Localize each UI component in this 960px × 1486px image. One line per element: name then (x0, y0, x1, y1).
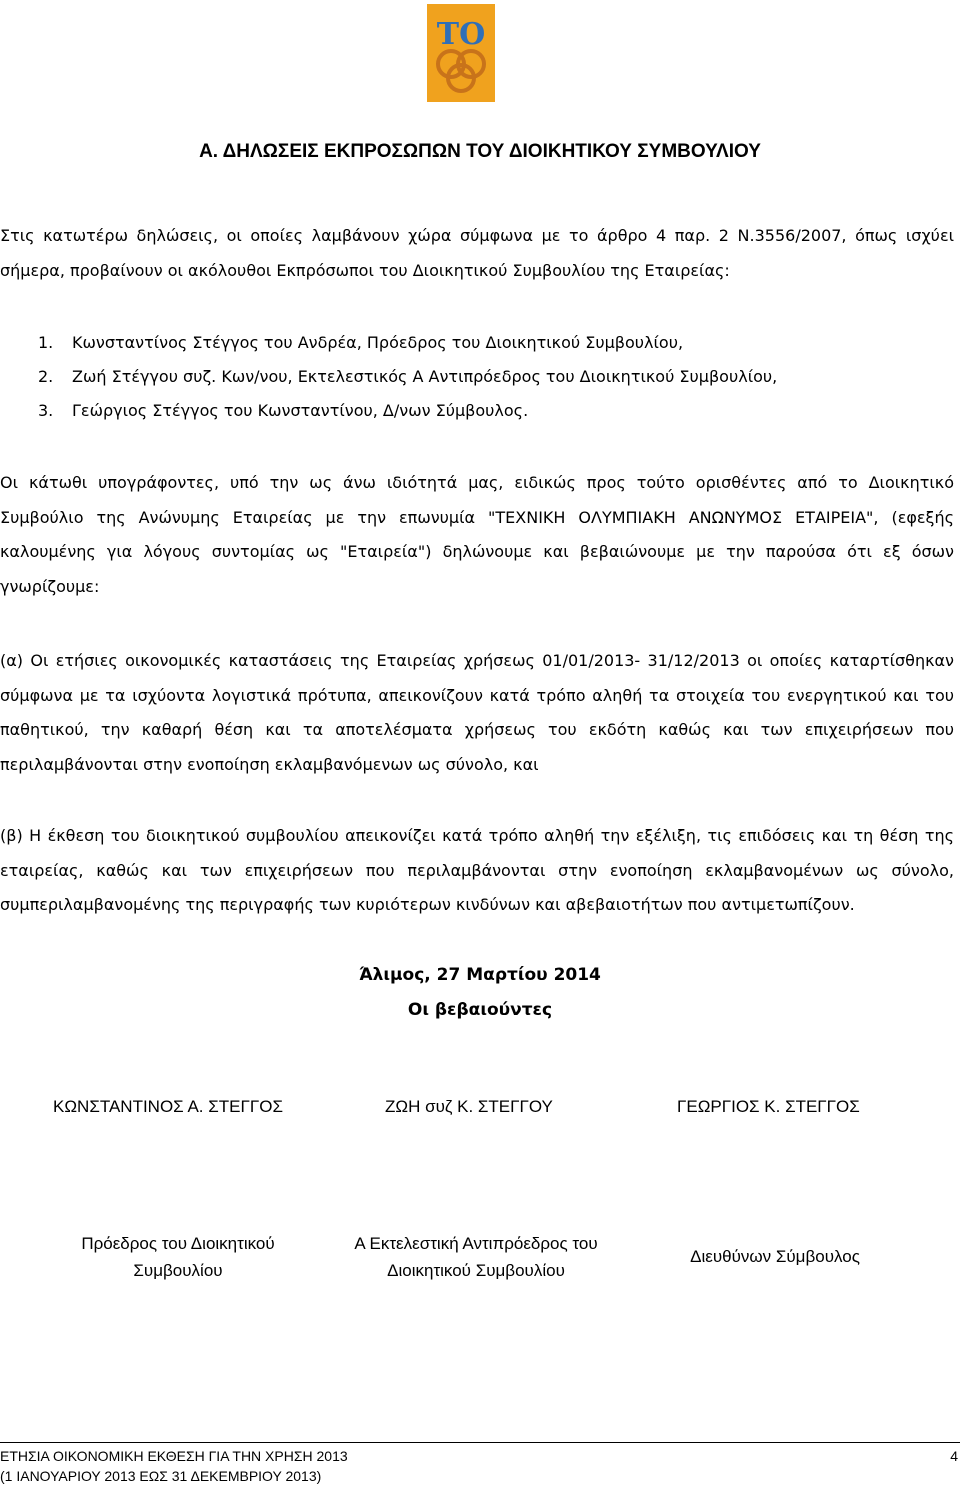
point-a-paragraph: (α) Οι ετήσιες οικονομικές καταστάσεις της Εταιρείας χρήσεως 01/01/2013- 31/12/2013 οι οποίες καταρτίσθηκαν σύμφωνα με τα ισχύοντα λογιστικά πρότυπα, απεικονίζουν κατά τρόπο αληθή τα στοιχεία του ενεργητικού και του παθητικού, την καθαρή θέση και τα αποτελέσματα χρήσεως του εκδότη καθώς και των επιχειρήσεων που περιλαμβάνονται στην ενοποίηση εκλαμβανόμενων ως σύνολο, και (0, 651, 954, 774)
footer-period: (1 ΙΑΝΟΥΑΡΙΟΥ 2013 ΕΩΣ 31 ΔΕΚΕΜΒΡΙΟΥ 2013) (0, 1468, 322, 1484)
company-logo (427, 4, 495, 102)
list-item (38, 360, 777, 394)
place-date: Άλιμος, 27 Μαρτίου 2014 (359, 965, 601, 985)
role-line: Α Εκτελεστική Αντιπρόεδρος του (354, 1234, 598, 1253)
certifiers-heading: Οι βεβαιούντες (407, 1000, 553, 1020)
list-item (38, 394, 777, 428)
signatory-role-3 (660, 1243, 890, 1270)
point-b-paragraph: (β) Η έκθεση του διοικητικού συμβουλίου απεικονίζει κατά τρόπο αληθή την εξέλιξη, τις επιδόσεις και τη θέση της εταιρείας, καθώς και των επιχειρήσεων που περιλαμβάνονται στην ενοποίηση εκλαμβανομένων ως σύνολο, συμπεριλαμβανομένης της περιγραφής των κυριότερων κινδύνων και αβεβαιοτήτων που αντιμετωπίζουν. (0, 826, 954, 914)
signatory-role-1 (50, 1230, 306, 1284)
svg-text:TO: TO (436, 17, 486, 52)
section-heading: Α. ΔΗΛΩΣΕΙΣ ΕΚΠΡΟΣΩΠΩΝ ΤΟΥ ΔΙΟΙΚΗΤΙΚΟΥ ΣΥΜΒΟΥΛΙΟΥ (199, 141, 761, 162)
list-text: Κωνσταντίνος Στέγγος του Ανδρέα, Πρόεδρος του Διοικητικού Συμβουλίου, (72, 333, 684, 352)
role-line: Συμβουλίου (133, 1261, 223, 1280)
list-number: 1. (38, 333, 54, 352)
list-number: 3. (38, 401, 54, 420)
role-line: Διευθύνων Σύμβουλος (690, 1247, 860, 1266)
list-text: Ζωή Στέγγου συζ. Κων/νου, Εκτελεστικός Α Αντιπρόεδρος του Διοικητικού Συμβουλίου, (72, 367, 778, 386)
role-line: Πρόεδρος του Διοικητικού (81, 1234, 275, 1253)
footer-divider (0, 1442, 960, 1443)
signatory-name-1: ΚΩΝΣΤΑΝΤΙΝΟΣ Α. ΣΤΕΓΓΟΣ (53, 1097, 283, 1116)
list-number: 2. (38, 367, 54, 386)
list-text: Γεώργιος Στέγγος του Κωνσταντίνου, Δ/νων Σύμβουλος. (72, 401, 529, 420)
signatory-name-2: ΖΩΗ συζ Κ. ΣΤΕΓΓΟΥ (385, 1097, 553, 1116)
list-item (38, 326, 777, 360)
page-number: 4 (950, 1448, 958, 1464)
signatory-name-3: ΓΕΩΡΓΙΟΣ Κ. ΣΤΕΓΓΟΣ (677, 1097, 860, 1116)
representatives-list (38, 326, 777, 428)
declaration-paragraph: Οι κάτωθι υπογράφοντες, υπό την ως άνω ιδιότητά μας, ειδικώς προς τούτο ορισθέντες από το Διοικητικό Συμβούλιο της Ανώνυμης Εταιρείας με την επωνυμία "ΤΕΧΝΙΚΗ ΟΛΥΜΠΙΑΚΗ ΑΝΩΝΥΜΟΣ ΕΤΑΙΡΕΙΑ", (εφεξής καλουμένης για λόγους συντομίας ως "Εταιρεία") δηλώνουμε και βεβαιώνουμε με την παρούσα ότι εξ όσων γνωρίζουμε: (0, 473, 954, 596)
role-line: Διοικητικού Συμβουλίου (387, 1261, 565, 1280)
footer-title: ΕΤΗΣΙΑ ΟΙΚΟΝΟΜΙΚΗ ΕΚΘΕΣΗ ΓΙΑ ΤΗΝ ΧΡΗΣΗ 2013 (0, 1448, 348, 1464)
intro-paragraph: Στις κατωτέρω δηλώσεις, οι οποίες λαμβάνουν χώρα σύμφωνα με το άρθρο 4 παρ. 2 Ν.3556/2007, όπως ισχύει σήμερα, προβαίνουν οι ακόλουθοι Εκπρόσωποι του Διοικητικού Συμβουλίου της Εταιρείας: (0, 226, 954, 280)
signatory-role-2 (326, 1230, 626, 1284)
page-footer (0, 1446, 960, 1486)
